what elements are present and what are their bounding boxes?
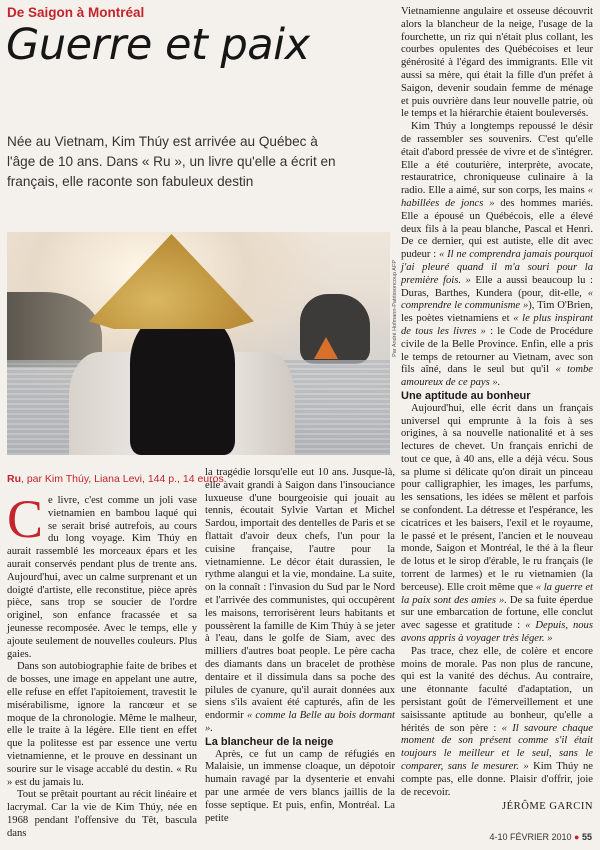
- book-details: , par Kim Thúy, Liana Levi, 144 p., 14 euros.: [21, 473, 227, 485]
- photo-hair: [130, 314, 235, 455]
- quote: « tombe amoureux de ce pays ».: [401, 364, 593, 389]
- subheading: La blancheur de la neige: [205, 735, 334, 748]
- quote: « comprendre le communisme »: [401, 287, 593, 312]
- text: Pas trace, chez elle, de colère et encore moins de morale. Pas non plus de rancune, qui est la vanité des déchus. Au contraire, une étonnante faculté d'adaptation, un persistant goût de l'émerveillement et une saisissante aptitude au bonheur, qu'elle a hérités de son père :: [401, 645, 593, 734]
- drop-cap: C: [7, 489, 44, 549]
- paragraph: Tout se prêtait pourtant au récit linéaire et lacrymal. Car la vie de Kim Thúy, née en 1968 pendant l'offensive du Têt, bascula dans: [7, 789, 197, 839]
- kicker: De Saigon à Montréal: [7, 5, 145, 20]
- page-footer: [489, 832, 592, 842]
- quote: « comme la Belle au bois dormant ».: [205, 710, 395, 734]
- book-title: Ru: [7, 473, 21, 485]
- photo-shoulder-right: [225, 352, 295, 455]
- quote: « la guerre et la paix sont des amies ».: [401, 581, 593, 606]
- photo-sail: [314, 337, 338, 359]
- paragraph-text: la tragédie lorsqu'elle eut 10 ans. Jusque-là, elle avait grandi à Saigon dans l'insouciance luxueuse d'une bourgeoisie qui jouait au tennis, écoutait Sylvie Vartan et Michel Sardou, importait des dentelles de Paris et se flattait d'avoir deux chefs, l'un pour la cuisine française, l'autre pour la vietnamienne. Le décor était durassien, le rythme alangui et la vie, mondaine. La suite, on la connaît : l'invasion du Sud par le Nord et l'arrivée des communistes, qui occupèrent les maisons, terrorisèrent leurs habitants et poussèrent la famille de Kim Thúy à se jeter à l'eau, dans le golfe de Siam, avec des milliers d'autres boat people. Le père cacha des diamants dans un bracelet de prothèse dentaire et il dissimula dans sa poche des pilules de cyanure, qu'il aurait données aux siens s'ils avaient été capturés, afin de les endormir: [205, 467, 395, 722]
- text: des hommes mariés. Elle a épousé un Québécois, elle a élevé deux fils à la peau blanche, Pascal et Henri. De ce dernier, qui est autiste, elle dit avec pudeur :: [401, 197, 593, 261]
- text: Kim Thúy a longtemps repoussé le désir de rassembler ses souvenirs. C'est qu'elle était d'abord pressée de vivre et de s'intégrer. Elle a été couturière, interprète, avocate, restauratrice, chroniqueuse culinaire à la radio. Elle a aimé, sur son corps, les mains: [401, 121, 593, 197]
- text: Aujourd'hui, elle écrit dans un français universel qui emprunte à la fois à ses origines, à sa nouvelle nationalité et à ses lectures de chevet. Un français enrichi de tout ce que, à 40 ans, elle a déjà vécu. Sous sa plume si délicate qu'on dirait un pinceau pour calligraphier, les images, les parfums, les sensations, les idées se mêlent et parfois se confondent. La détresse et l'espérance, les cicatrices et les baisers, l'exil et le royaume, le passé et le présent, l'ancien et le nouveau monde, Saigon et Montréal, le thé à la fleur de lotus et le sirop d'érable, le ru français (le torrent de larmes) et le ru vietnamien (la berceuse). Elle croit même que: [401, 402, 593, 593]
- quote: « Il savoure chaque moment de son présent comme s'il était toujours le meilleur et le seul, sans le comparer, sans le mesurer. »: [401, 722, 594, 773]
- column-2: [205, 467, 395, 825]
- text: De sa fuite éperdue sur une embarcation de fortune, elle conclut avec sagesse et gratitude :: [401, 594, 593, 632]
- photo-conical-hat: [89, 234, 254, 329]
- quote: « le plus inspirant de tous les livres »: [401, 313, 593, 337]
- paragraph: [401, 121, 593, 390]
- book-caption: [7, 473, 227, 485]
- page-number: 55: [581, 832, 592, 842]
- bullet-icon: ●: [574, 832, 580, 842]
- subheading: Une aptitude au bonheur: [401, 389, 531, 402]
- paragraph-text: e livre, c'est comme un joli vase vietnamien en bambou laqué qui se serait brisé autrefois, au cours du long voyage. Kim Thúy en aurait rassemblé les morceaux épars et les aurait conservés pendant plus de trente ans. Aujourd'hui, avec un calme surprenant et un doigté d'artiste, elle reconstitue, pièce après pièce, sans trop se soucier de l'ordre originel, son enfance fracassée et sa jeunesse recomposée. Avec le temps, elle y ajoute seulement de nouvelles couleurs. Plus gaies.: [7, 495, 197, 660]
- paragraph: [401, 403, 593, 646]
- paragraph: Vietnamienne angulaire et osseuse découvrit alors la blancheur de la neige, l'usage de la fourchette, un riz qui n'était plus collant, les courbes opulentes des Québécoises et leur générosité à l'égard des immigrants. Elle vit aussi sa mère, qui était la fille d'un préfet à Saigon, devenir soudain femme de ménage et puis ouvrière dans leur nouvelle patrie, où le temps et la hiérarchie étaient bouleversés.: [401, 6, 593, 120]
- paragraph: [205, 467, 395, 736]
- paragraph: [401, 646, 593, 800]
- quote: « Depuis, nous avons appris à voyager très léger. »: [401, 620, 593, 645]
- article-photo: [7, 232, 390, 455]
- text: Elle a aussi beaucoup lu : Duras, Barthes, Kundera (pour, dit-elle,: [401, 274, 593, 299]
- headline: Guerre et paix: [6, 20, 310, 70]
- author-signature: JÉRÔME GARCIN: [502, 801, 593, 813]
- text: Kim Thúy ne compte pas, elle donne. Plaisir d'offrir, joie de recevoir.: [401, 761, 594, 798]
- paragraph: [7, 489, 197, 661]
- photo-credit: Par André Hofmann-Patrissoncoup AFP: [392, 260, 398, 357]
- paragraph: Dans son autobiographie faite de bribes et de bosses, une image en appelant une autre, elle refuse en effet l'apitoiement, travestit le misérabilisme, ignore la rancœur et se moque de la chronologie. Même le malheur, elle le traite à la légère. Elle tient en effet que la politesse est par essence une vertu vietnamienne, et le prouve en dessinant un sourire sur le visage accablé du destin. « Ru » est du jamais lu.: [7, 661, 197, 788]
- paragraph: Après, ce fut un camp de réfugiés en Malaisie, un immense cloaque, un dépotoir humain ravagé par la dysenterie et envahi par une armée de vers blancs jaillis de la fosse septique. Et puis, enfin, Montréal. La petite: [205, 748, 395, 824]
- quote: « Il ne comprendra jamais pourquoi j'ai pleuré quand il m'a souri pour la première fois. »: [401, 249, 593, 286]
- issue-date: 4-10 FÉVRIER 2010: [489, 832, 572, 842]
- quote: « habillées de joncs »: [401, 185, 593, 209]
- text: : le Code de Procédure civile de la Belle Province. Enfin, elle a pris le temps de retourner au Vietnam, avec son fils aîné, dans le seul but qu'il: [401, 325, 593, 376]
- column-3: [401, 6, 593, 814]
- text: ), Tim O'Brien, les poètes vietnamiens et: [401, 300, 593, 325]
- column-1: [7, 489, 197, 841]
- lede: Née au Vietnam, Kim Thúy est arrivée au Québec à l'âge de 10 ans. Dans « Ru », un livre qu'elle a écrit en français, elle raconte son fabuleux destin: [7, 134, 336, 189]
